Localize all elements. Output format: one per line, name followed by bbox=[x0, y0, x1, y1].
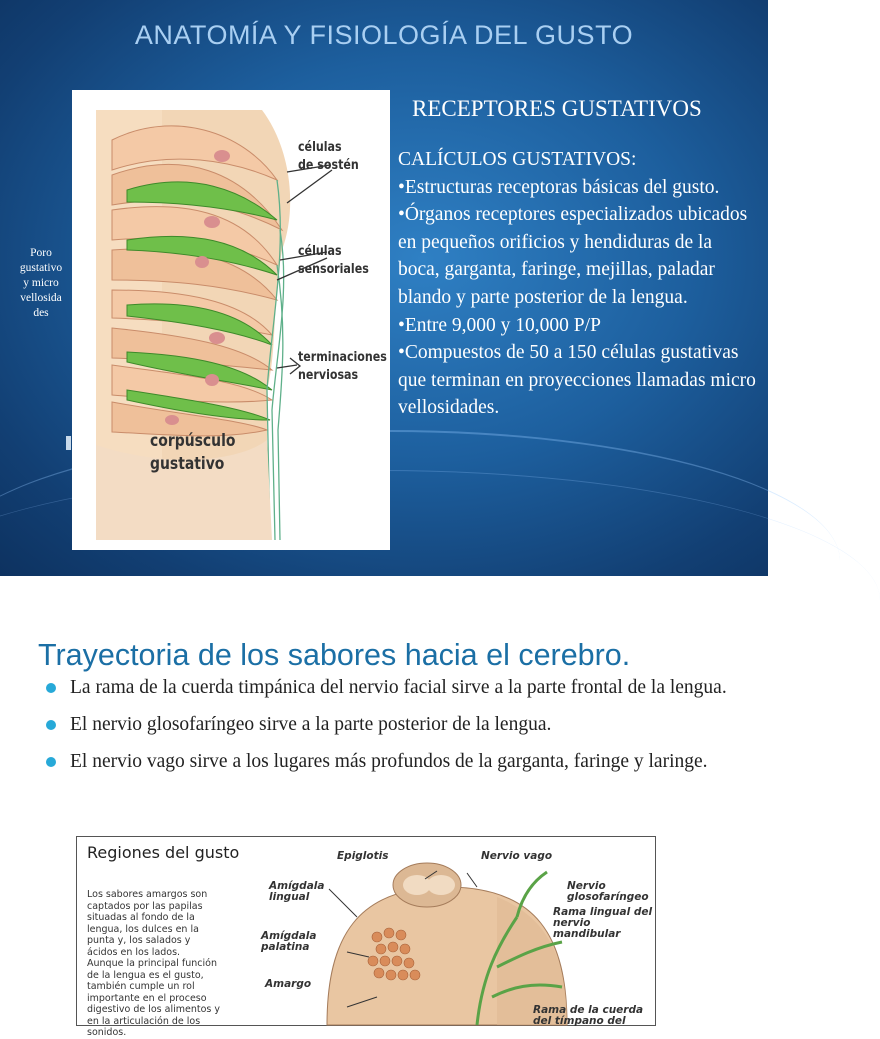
slide-title: ANATOMÍA Y FISIOLOGÍA DEL GUSTO bbox=[134, 20, 634, 50]
body-line: CALÍCULOS GUSTATIVOS: bbox=[398, 149, 637, 170]
figure-title: Regiones del gusto bbox=[87, 843, 240, 862]
description-line: Los sabores amargos son bbox=[87, 889, 208, 900]
description-line: situadas al fondo de la bbox=[87, 912, 195, 923]
side-label-line: gustativo bbox=[19, 262, 63, 274]
label-amargo: Amargo bbox=[265, 978, 312, 990]
tongue-illustration bbox=[317, 857, 577, 1025]
bracket-icon bbox=[74, 244, 98, 328]
label-amigdala-palatina bbox=[261, 931, 316, 953]
label-nervio-glosofaringeo bbox=[567, 881, 649, 903]
label-line: nerviosas bbox=[298, 367, 359, 383]
side-label-line: vellosida bbox=[20, 292, 62, 304]
description-line: importante en el proceso bbox=[87, 992, 207, 1004]
slide-receptores bbox=[0, 0, 768, 576]
label-celulas-sensoriales bbox=[298, 242, 369, 278]
bullet-item: El nervio glosofaríngeo sirve a la parte posterior de la lengua. bbox=[38, 711, 738, 738]
slide-title: Trayectoria de los sabores hacia el cerebro. bbox=[38, 638, 631, 672]
description-line: captados por las papilas bbox=[87, 900, 203, 912]
description-line: también cumple un rol bbox=[87, 981, 195, 992]
description-line: digestivo de los alimentos y bbox=[87, 1004, 220, 1015]
description-line: Aunque la principal función bbox=[87, 958, 217, 969]
description-line: en la articulación de los bbox=[87, 1015, 201, 1027]
description-line: de la lengua es el gusto, bbox=[87, 969, 204, 981]
label-line: Amígdala bbox=[269, 880, 325, 892]
label-line: gustativo bbox=[150, 454, 225, 474]
label-celulas-sosten bbox=[298, 138, 359, 174]
label-line: glosofaríngeo bbox=[567, 891, 649, 903]
slide-subtitle: RECEPTORES GUSTATIVOS bbox=[412, 96, 702, 121]
side-label-line: Poro bbox=[30, 247, 52, 259]
label-line: lingual bbox=[269, 891, 310, 903]
label-line: sensoriales bbox=[298, 261, 369, 277]
figure-description bbox=[87, 889, 259, 1039]
description-line: lengua, los dulces en la bbox=[87, 923, 199, 935]
label-poro-gustativo bbox=[8, 246, 74, 321]
label-epiglotis: Epiglotis bbox=[337, 850, 389, 862]
label-corpusculo-gustativo bbox=[150, 430, 235, 476]
slide-body-text bbox=[398, 146, 758, 422]
side-label-line: des bbox=[33, 307, 49, 319]
description-line: ácidos en los lados. bbox=[87, 946, 181, 958]
label-rama-cuerda bbox=[533, 1005, 643, 1027]
label-amigdala-lingual bbox=[269, 881, 324, 903]
label-line: Rama de la cuerda bbox=[533, 1004, 644, 1016]
body-line: •Entre 9,000 y 10,000 P/P bbox=[398, 314, 601, 336]
decorative-mark bbox=[66, 436, 71, 450]
label-line: palatina bbox=[261, 941, 310, 953]
label-rama-lingual bbox=[553, 907, 655, 940]
label-line: células bbox=[298, 243, 342, 259]
label-line: terminaciones bbox=[298, 349, 387, 365]
label-line: Nervio bbox=[567, 880, 606, 892]
label-line: células bbox=[298, 139, 342, 155]
label-line: nervio mandibular bbox=[553, 917, 621, 940]
body-line: •Compuestos de 50 a 150 células gustativas que terminan en proyecciones llamadas micro vellosidades. bbox=[398, 342, 756, 419]
label-terminaciones-nerviosas bbox=[298, 348, 387, 384]
label-line: del tímpano del bbox=[533, 1015, 626, 1027]
regiones-figure bbox=[76, 836, 656, 1038]
label-line: Amígdala bbox=[261, 930, 317, 942]
bullet-list bbox=[38, 674, 738, 785]
body-line: •Estructuras receptoras básicas del gusto. bbox=[398, 176, 720, 198]
bullet-item: La rama de la cuerda timpánica del nervio facial sirve a la parte frontal de la lengua. bbox=[38, 674, 738, 701]
label-line: Rama lingual del bbox=[553, 906, 653, 918]
side-label-line: y micro bbox=[23, 277, 59, 289]
description-line: punta y, los salados y bbox=[87, 935, 191, 946]
label-line: de sostén bbox=[298, 157, 359, 173]
slide-trayectoria bbox=[0, 576, 768, 1038]
label-line: corpúsculo bbox=[150, 431, 236, 451]
description-line: sonidos. bbox=[87, 1027, 127, 1038]
body-line: •Órganos receptores especializados ubicados en pequeños orificios y hendiduras de la boca, garganta, faringe, mejillas, paladar blando y parte posterior de la lengua. bbox=[398, 204, 748, 308]
bullet-item: El nervio vago sirve a los lugares más profundos de la garganta, faringe y laringe. bbox=[38, 748, 738, 775]
taste-bud-illustration bbox=[72, 90, 390, 550]
label-nervio-vago: Nervio vago bbox=[481, 850, 553, 862]
